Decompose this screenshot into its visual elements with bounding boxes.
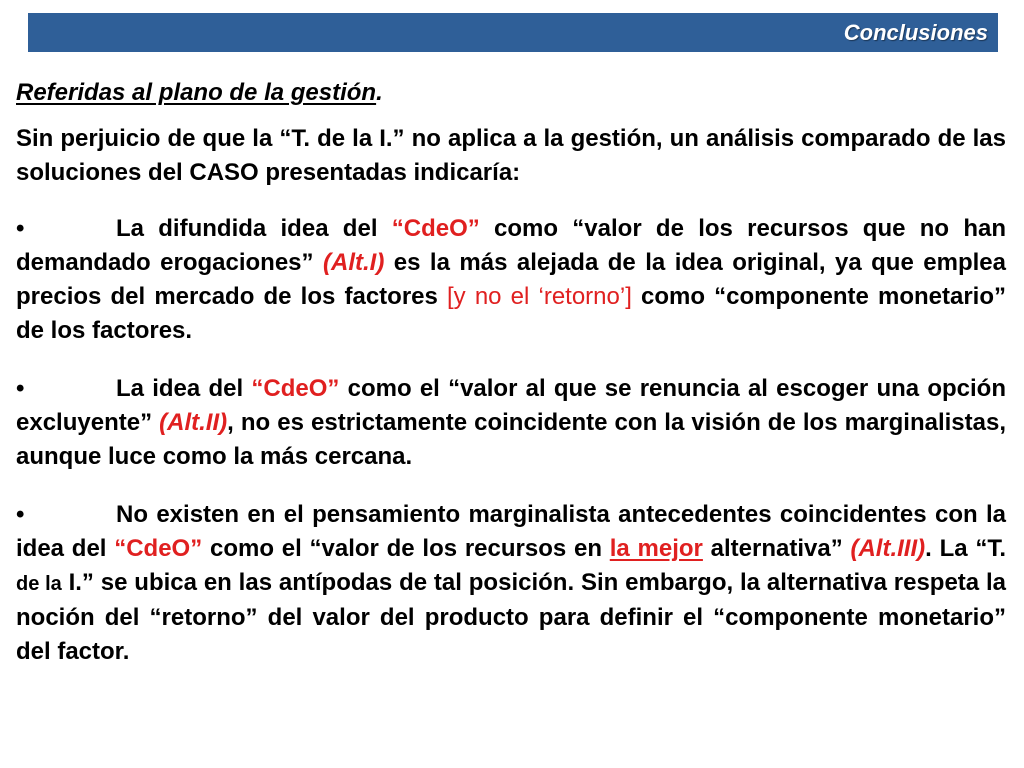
bullet-3-text-a: No existen en el pensamiento marginalista antecedentes coincidentes con la idea del (16, 501, 1006, 562)
bullet-1-alt: (Alt.I) (323, 249, 385, 276)
bullet-2-text-a: La idea del (116, 375, 252, 402)
bullet-2-text-b: como el “valor al que se renuncia al escoger una opción excluyente” (16, 375, 1006, 436)
bullet-1-text-b: como “valor de los recursos que no han demandado erogaciones” (16, 215, 1006, 276)
intro-paragraph: Sin perjuicio de que la “T. de la I.” no aplica a la gestión, un análisis comparado de las soluciones del CASO presentadas indicaría: (16, 125, 1006, 186)
bullet-3-text-d: . La “T. (925, 535, 1006, 562)
bullet-1-cdeo: “CdeO” (391, 215, 480, 242)
subtitle (16, 76, 1006, 110)
bullet-2 (16, 372, 1006, 474)
bullet-1-text-c: es la más alejada de la idea original, ya que emplea precios del mercado de los factores (16, 249, 1006, 310)
bullet-2-text-c: , no es estrictamente coincidente con la visión de los marginalistas, aunque luce como la más cercana. (16, 409, 1007, 470)
bullet-mark: • (16, 501, 25, 528)
subtitle-text: Referidas al plano de la gestión (16, 79, 377, 106)
bullet-2-cdeo: “CdeO” (251, 375, 340, 402)
bullet-1-text-a: La difundida idea del (116, 215, 392, 242)
bullet-1 (16, 212, 1006, 348)
bullet-2-alt: (Alt.II) (159, 409, 228, 436)
bullet-mark: • (16, 375, 25, 402)
bullet-3 (16, 498, 1006, 669)
bullet-1-text-d: como “componente monetario” de los factores. (16, 283, 1007, 344)
bullet-3-alt: (Alt.III) (850, 535, 926, 562)
header-bar (28, 13, 998, 52)
bullet-mark: • (16, 215, 25, 242)
header-title: Conclusiones (843, 19, 988, 45)
bullet-3-text-c: alternativa” (702, 535, 851, 562)
bullet-3-text-b: como el “valor de los recursos en (202, 535, 610, 562)
bullet-1-note: [y no el ‘retorno’] (447, 283, 632, 310)
bullet-3-emph: la mejor (609, 535, 703, 562)
subtitle-period: . (376, 79, 383, 106)
slide-content (16, 76, 1006, 693)
bullet-3-text-e: I.” se ubica en las antípodas de tal posición. Sin embargo, la alternativa respeta la noción del “retorno” del valor del producto para definir el “componente monetario” del factor. (16, 569, 1006, 665)
bullet-3-cdeo: “CdeO” (114, 535, 203, 562)
bullet-3-small: de la (16, 573, 62, 595)
